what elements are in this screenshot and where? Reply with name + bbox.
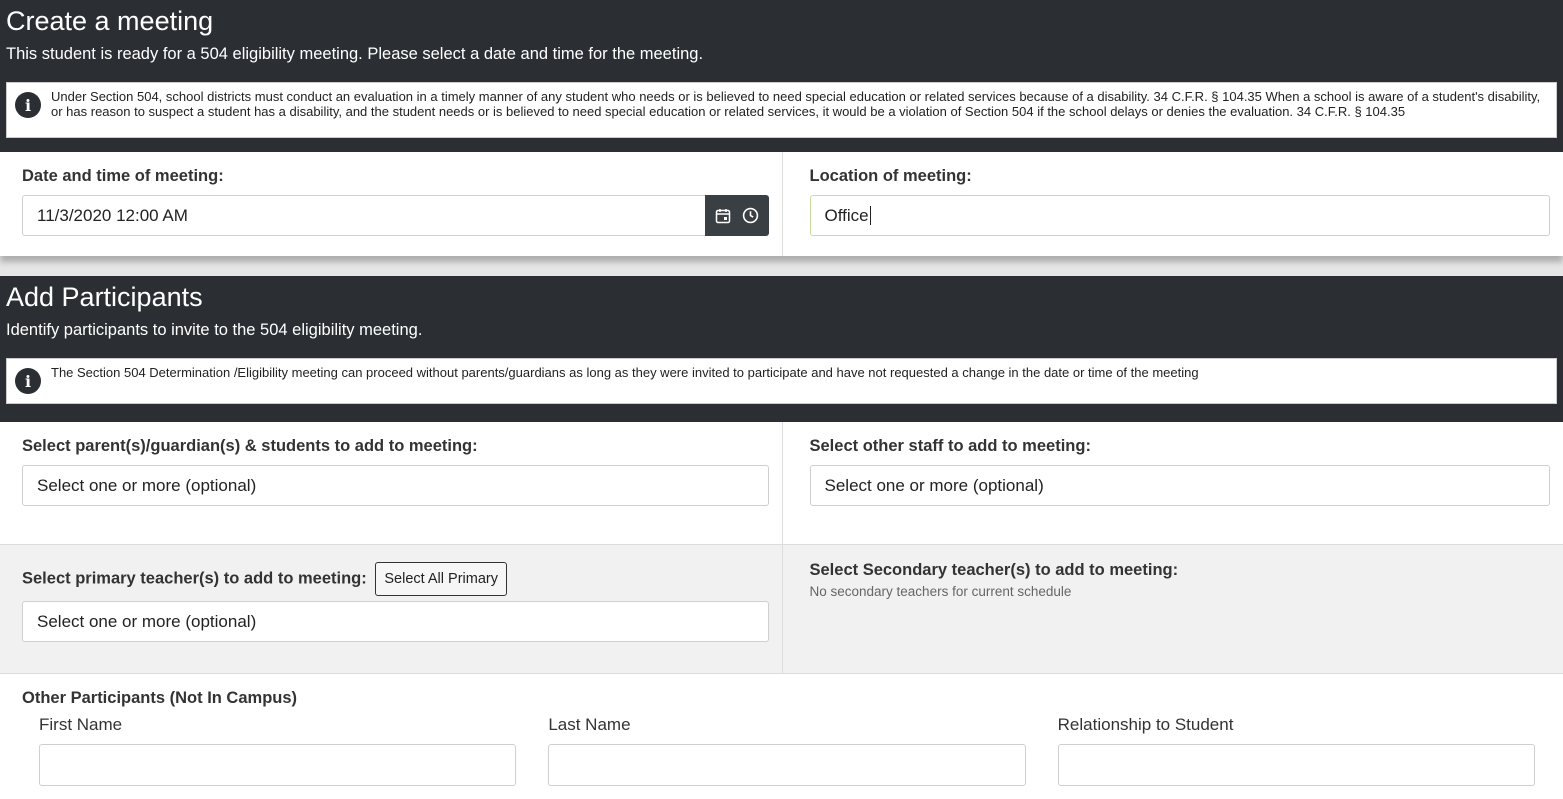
eligibility-info-text: The Section 504 Determination /Eligibility meeting can proceed without parents/guardians as long as they were invited to participate and have not requested a change in the date or time of the meeting	[51, 365, 1199, 380]
eligibility-info-box	[6, 358, 1557, 404]
section-504-info-box	[6, 82, 1557, 138]
relationship-column	[1058, 715, 1535, 786]
parents-select[interactable]: Select one or more (optional)	[22, 465, 769, 506]
datetime-picker	[22, 195, 769, 236]
last-name-column	[548, 715, 1025, 786]
create-meeting-header	[0, 0, 1563, 152]
primary-teachers-label-row	[22, 562, 769, 596]
secondary-teachers-label: Select Secondary teacher(s) to add to meeting:	[809, 561, 1179, 579]
location-value: Office	[824, 205, 869, 225]
clock-icon[interactable]	[740, 205, 762, 227]
add-participants-title: Add Participants	[6, 282, 203, 312]
staff-label: Select other staff to add to meeting:	[809, 437, 1091, 455]
location-column	[782, 152, 1563, 256]
select-all-primary-button[interactable]: Select All Primary	[375, 562, 507, 596]
section-gap	[0, 256, 1563, 276]
other-participants-title: Other Participants (Not In Campus)	[22, 689, 298, 707]
section-504-info-text: Under Section 504, school districts must conduct an evaluation in a timely manner of any student who needs or is believed to need special education or related services because of a disability. 34 C.F.R. § 104.35 When a school is aware of a student's disability, or has reason to suspect a student has a disability, and the student needs or is believed to need special education or related services, it would be a violation of Section 504 if the school delays or denies the evaluation. 34 C.F.R. § 104.35	[51, 89, 1541, 119]
first-name-column	[39, 715, 516, 786]
parents-staff-row	[0, 422, 1563, 544]
relationship-input[interactable]	[1058, 744, 1535, 786]
staff-select[interactable]: Select one or more (optional)	[810, 465, 1551, 506]
datetime-buttons	[705, 195, 769, 236]
secondary-teachers-note: No secondary teachers for current schedule	[809, 584, 1072, 599]
primary-teachers-label: Select primary teacher(s) to add to meeting:	[22, 569, 367, 588]
other-participants-section	[0, 674, 1563, 786]
primary-teachers-select[interactable]: Select one or more (optional)	[22, 601, 769, 642]
add-participants-header	[0, 276, 1563, 422]
datetime-label: Date and time of meeting:	[22, 167, 224, 185]
text-caret	[870, 206, 871, 225]
create-meeting-title: Create a meeting	[6, 6, 214, 36]
relationship-label: Relationship to Student	[1057, 715, 1234, 734]
parents-label: Select parent(s)/guardian(s) & students to add to meeting:	[22, 437, 478, 455]
add-participants-subtitle: Identify participants to invite to the 504 eligibility meeting.	[6, 321, 423, 339]
location-label: Location of meeting:	[809, 167, 972, 185]
datetime-column	[0, 152, 782, 256]
first-name-label: First Name	[39, 715, 123, 734]
other-participant-fields	[22, 715, 1541, 786]
secondary-teachers-column	[782, 545, 1563, 673]
location-input[interactable]	[810, 195, 1551, 236]
create-meeting-subtitle: This student is ready for a 504 eligibility meeting. Please select a date and time for the meeting.	[6, 45, 704, 63]
info-icon: i	[15, 92, 41, 118]
staff-column	[782, 422, 1563, 544]
datetime-input[interactable]: 11/3/2020 12:00 AM	[22, 195, 705, 236]
calendar-icon[interactable]	[712, 205, 734, 227]
last-name-label: Last Name	[548, 715, 631, 734]
first-name-input[interactable]	[39, 744, 516, 786]
info-icon: i	[15, 368, 41, 394]
teachers-row	[0, 544, 1563, 674]
primary-teachers-column	[0, 545, 782, 673]
meeting-details-row	[0, 152, 1563, 256]
parents-column	[0, 422, 782, 544]
last-name-input[interactable]	[548, 744, 1025, 786]
